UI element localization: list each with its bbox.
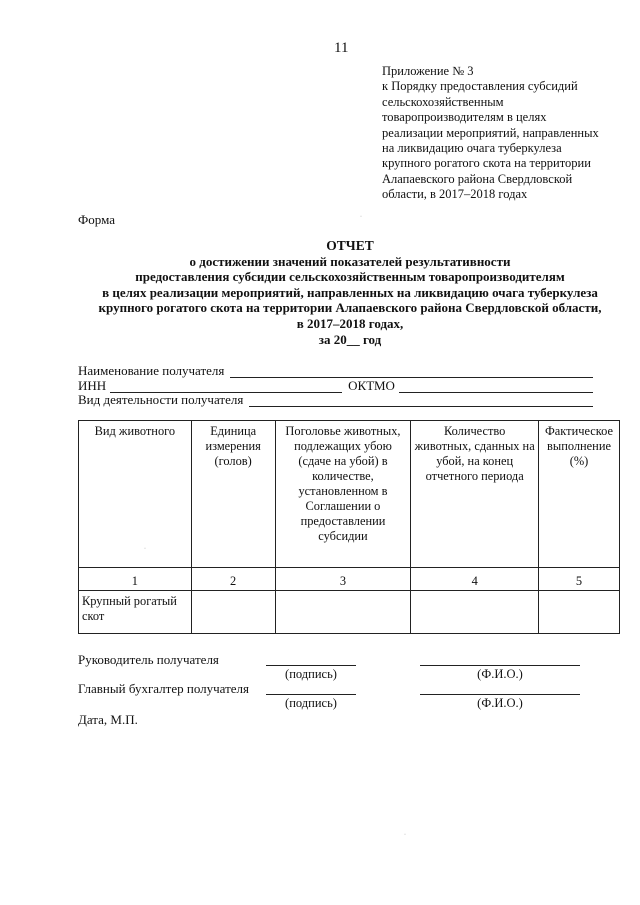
table-header-row (79, 421, 620, 568)
appendix-line: на ликвидацию очага туберкулеза (382, 141, 562, 156)
appendix-line: Приложение № 3 (382, 64, 474, 78)
appendix-line: Алапаевского района Свердловской (382, 171, 573, 186)
accountant-signature-line[interactable] (266, 693, 356, 695)
column-number: 1 (79, 568, 192, 591)
oktmo-label: ОКТМО (348, 378, 395, 393)
title-line: в целях реализации мероприятий, направленных на ликвидацию очага туберкулеза (102, 284, 598, 300)
recipient-name-row (78, 362, 593, 378)
appendix-line: к Порядку предоставления субсидий (382, 79, 578, 94)
appendix-line: реализации мероприятий, направленных (382, 125, 599, 140)
activity-row (78, 391, 593, 407)
table-number-row (79, 568, 620, 591)
column-number: 2 (191, 568, 275, 591)
unit-cell[interactable] (191, 591, 275, 634)
column-number: 3 (275, 568, 411, 591)
title-line: в 2017–2018 годах, (296, 315, 404, 331)
scan-dot: · (360, 214, 362, 220)
head-signature-line[interactable] (266, 664, 356, 666)
column-number: 4 (411, 568, 539, 591)
appendix-line: крупного рогатого скота на территории (382, 156, 591, 171)
accountant-label: Главный бухгалтер получателя (78, 681, 250, 696)
appendix-line: сельскохозяйственным (382, 94, 504, 109)
accountant-fio-caption: (Ф.И.О.) (477, 696, 523, 710)
scan-dot: · (404, 832, 406, 838)
table-row (79, 591, 620, 634)
title-line: предоставления субсидии сельскохозяйственным товаропроизводителям (135, 269, 565, 285)
accountant-signature-caption: (подпись) (285, 696, 337, 710)
accountant-fio-line[interactable] (420, 693, 580, 695)
appendix-line: товаропроизводителям в целях (382, 110, 547, 125)
report-heading: ОТЧЕТ (326, 238, 374, 253)
date-label: Дата, М.П. (78, 712, 138, 727)
head-signature-caption: (подпись) (285, 667, 337, 681)
header-unit: Единица измерения (голов) (191, 421, 275, 568)
inn-label: ИНН (78, 378, 107, 393)
report-title (60, 238, 640, 347)
title-line: за 20__ год (318, 331, 382, 347)
planned-cell[interactable] (275, 591, 411, 634)
report-table (78, 420, 620, 634)
animal-cell: Крупный рогатый скот (79, 591, 192, 634)
activity-label: Вид деятельности получателя (78, 392, 244, 407)
page-number: 11 (334, 40, 349, 56)
scan-dot: · (144, 546, 146, 552)
header-planned-livestock: Поголовье животных, подлежащих убою (сдаче на убой) в количестве, установленном в Соглашении о предоставлении субсидии (275, 421, 411, 568)
form-label: Форма (78, 212, 115, 227)
title-line: крупного рогатого скота на территории Алапаевского района Свердловской области, (98, 300, 602, 316)
head-fio-line[interactable] (420, 664, 580, 666)
appendix-note (382, 64, 622, 203)
actual-cell[interactable] (411, 591, 539, 634)
head-label: Руководитель получателя (78, 652, 219, 667)
header-percent: Фактическое выполнение (%) (539, 421, 620, 568)
column-number: 5 (539, 568, 620, 591)
title-line: о достижении значений показателей результативности (189, 253, 511, 269)
appendix-line: области, в 2017–2018 годах (382, 187, 528, 202)
percent-cell[interactable] (539, 591, 620, 634)
header-actual-livestock: Количество животных, сданных на убой, на конец отчетного периода (411, 421, 539, 568)
header-animal-type: Вид животного (79, 421, 192, 568)
recipient-name-label: Наименование получателя (78, 363, 225, 378)
activity-field[interactable] (249, 395, 593, 407)
head-fio-caption: (Ф.И.О.) (477, 667, 523, 681)
